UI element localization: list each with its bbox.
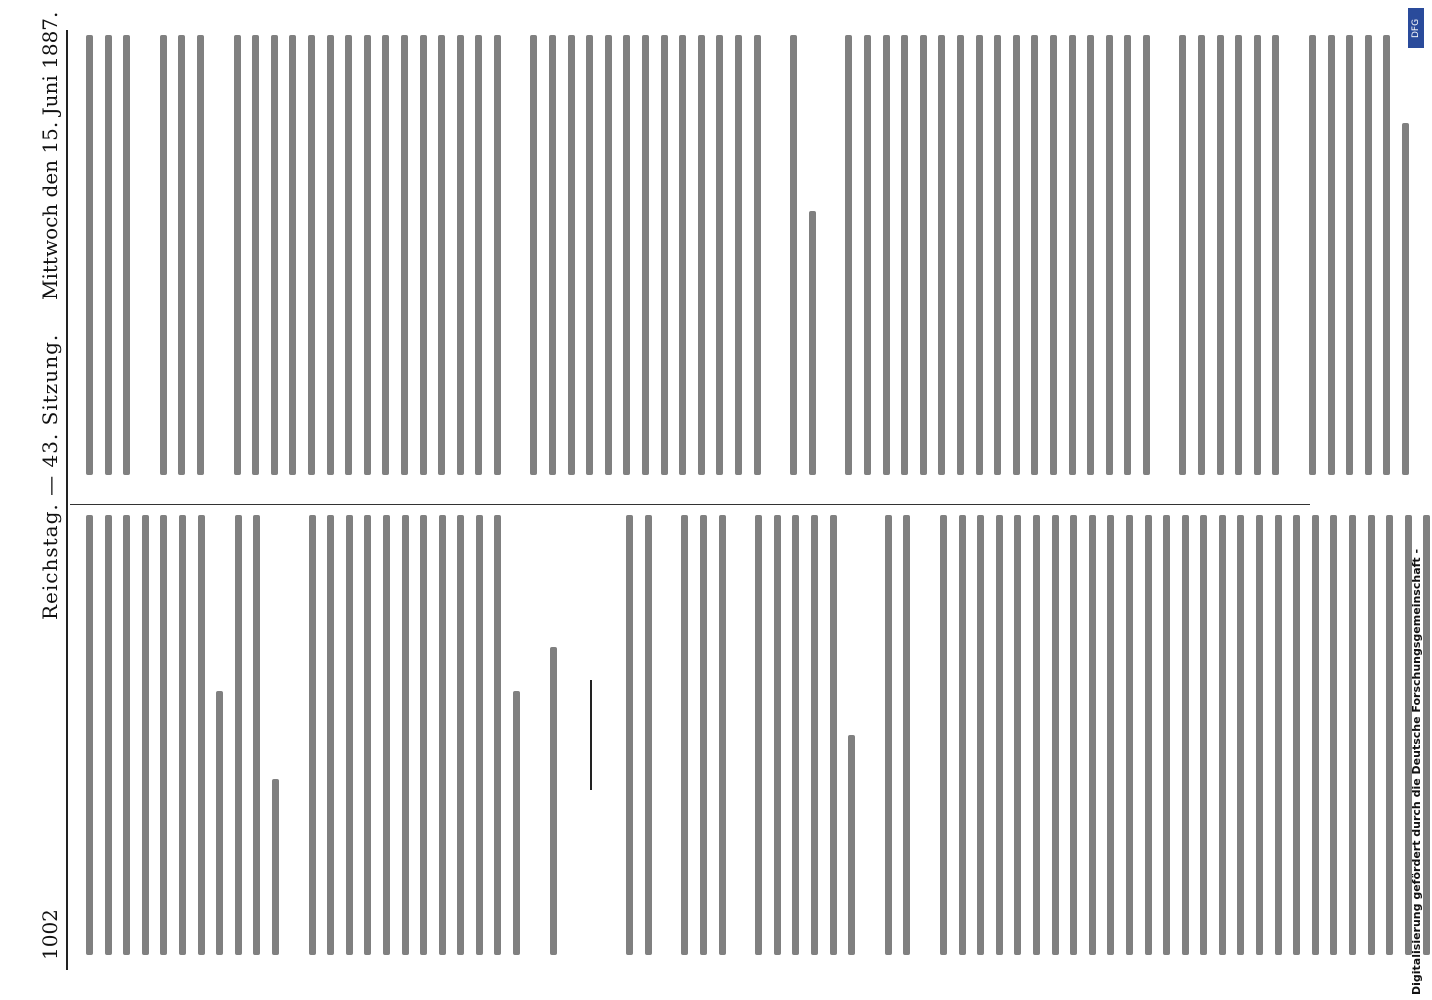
text-line	[1306, 515, 1325, 955]
text-line	[932, 35, 951, 475]
text-line	[897, 515, 916, 955]
text-line	[136, 515, 155, 955]
text-line	[414, 35, 433, 475]
text-line	[1173, 35, 1192, 475]
section-separator	[590, 680, 592, 790]
text-line	[470, 515, 489, 955]
text-line	[488, 35, 507, 475]
text-line	[562, 35, 581, 475]
page-header	[38, 0, 68, 1000]
text-line	[879, 515, 898, 955]
dfg-logo: DFG	[1408, 8, 1424, 48]
right-column	[80, 35, 1415, 475]
text-line	[713, 515, 732, 955]
text-line	[858, 35, 877, 475]
text-line	[895, 35, 914, 475]
text-line	[1380, 515, 1399, 955]
digitization-stamp: Digitalisierung gefördert durch die Deutsche Forschungsgemeinschaft -	[1410, 548, 1423, 995]
text-line	[117, 515, 136, 955]
text-line	[1139, 515, 1158, 955]
text-line	[786, 515, 805, 955]
text-line	[971, 515, 990, 955]
text-line	[803, 35, 822, 475]
text-line	[80, 35, 99, 475]
text-line	[433, 515, 452, 955]
text-line	[580, 35, 599, 475]
text-line	[1396, 35, 1415, 475]
text-line	[1359, 35, 1378, 475]
text-line	[599, 35, 618, 475]
text-line	[951, 35, 970, 475]
text-line	[1064, 515, 1083, 955]
text-line	[376, 35, 395, 475]
text-line	[210, 515, 229, 955]
text-line	[1340, 35, 1359, 475]
text-line	[395, 35, 414, 475]
text-line	[1025, 35, 1044, 475]
text-line	[749, 515, 768, 955]
text-line	[1362, 515, 1381, 955]
text-line	[340, 515, 359, 955]
text-line	[543, 35, 562, 475]
text-line	[1007, 35, 1026, 475]
text-line	[639, 515, 658, 955]
text-line	[321, 515, 340, 955]
text-line	[748, 35, 767, 475]
text-line	[1100, 35, 1119, 475]
text-line	[266, 515, 285, 955]
text-line	[99, 515, 118, 955]
text-line	[1063, 35, 1082, 475]
text-line	[1266, 35, 1285, 475]
text-line	[99, 35, 118, 475]
text-line	[655, 35, 674, 475]
text-line	[1083, 515, 1102, 955]
left-column	[80, 515, 1432, 955]
text-line	[839, 35, 858, 475]
text-line	[228, 35, 247, 475]
text-line	[172, 35, 191, 475]
text-line	[414, 515, 433, 955]
text-line	[80, 515, 99, 955]
text-line	[842, 515, 861, 955]
text-line	[636, 35, 655, 475]
text-line	[283, 35, 302, 475]
text-line	[396, 515, 415, 955]
text-line	[302, 35, 321, 475]
text-line	[1137, 35, 1156, 475]
text-line	[970, 35, 989, 475]
text-line	[1008, 515, 1027, 955]
text-line	[154, 35, 173, 475]
text-line	[1046, 515, 1065, 955]
text-line	[247, 515, 266, 955]
text-line	[673, 35, 692, 475]
text-line	[544, 515, 563, 955]
text-line	[1322, 35, 1341, 475]
text-line	[694, 515, 713, 955]
text-line	[824, 515, 843, 955]
text-line	[432, 35, 451, 475]
column-divider	[70, 504, 1310, 505]
text-line	[1176, 515, 1195, 955]
text-line	[192, 515, 211, 955]
text-line	[617, 35, 636, 475]
text-line	[675, 515, 694, 955]
text-line	[1157, 515, 1176, 955]
text-line	[990, 515, 1009, 955]
text-line	[1287, 515, 1306, 955]
text-line	[934, 515, 953, 955]
text-line	[451, 35, 470, 475]
text-line	[1324, 515, 1343, 955]
text-line	[1303, 35, 1322, 475]
text-line	[246, 35, 265, 475]
text-line	[805, 515, 824, 955]
text-line	[1081, 35, 1100, 475]
text-line	[1343, 515, 1362, 955]
text-line	[768, 515, 787, 955]
text-line	[988, 35, 1007, 475]
text-line	[524, 35, 543, 475]
text-line	[358, 35, 377, 475]
header-rule	[66, 30, 68, 970]
text-line	[953, 515, 972, 955]
text-line	[1120, 515, 1139, 955]
text-line	[451, 515, 470, 955]
text-line	[784, 35, 803, 475]
text-line	[729, 35, 748, 475]
text-line	[1211, 35, 1230, 475]
text-line	[321, 35, 340, 475]
text-line	[877, 35, 896, 475]
text-line	[339, 35, 358, 475]
text-line	[265, 35, 284, 475]
text-line	[1044, 35, 1063, 475]
text-line	[1194, 515, 1213, 955]
text-line	[1192, 35, 1211, 475]
text-line	[154, 515, 173, 955]
text-line	[1213, 515, 1232, 955]
text-line	[229, 515, 248, 955]
text-line	[692, 35, 711, 475]
text-line	[117, 35, 136, 475]
text-line	[1229, 35, 1248, 475]
text-line	[710, 35, 729, 475]
text-line	[1269, 515, 1288, 955]
text-line	[488, 515, 507, 955]
text-line	[469, 35, 488, 475]
text-line	[620, 515, 639, 955]
text-line	[1250, 515, 1269, 955]
text-line	[1231, 515, 1250, 955]
text-line	[303, 515, 322, 955]
page-date: Mittwoch den 15. Juni 1887.	[38, 11, 62, 300]
text-line	[358, 515, 377, 955]
text-line	[1377, 35, 1396, 475]
text-line	[1248, 35, 1267, 475]
text-line	[191, 35, 210, 475]
page-running-title: Reichstag. — 43. Sitzung.	[38, 333, 62, 620]
page-number: 1002	[38, 909, 62, 960]
text-line	[1118, 35, 1137, 475]
text-line	[1027, 515, 1046, 955]
text-line	[377, 515, 396, 955]
text-line	[173, 515, 192, 955]
text-line	[1101, 515, 1120, 955]
text-line	[914, 35, 933, 475]
text-line	[507, 515, 526, 955]
